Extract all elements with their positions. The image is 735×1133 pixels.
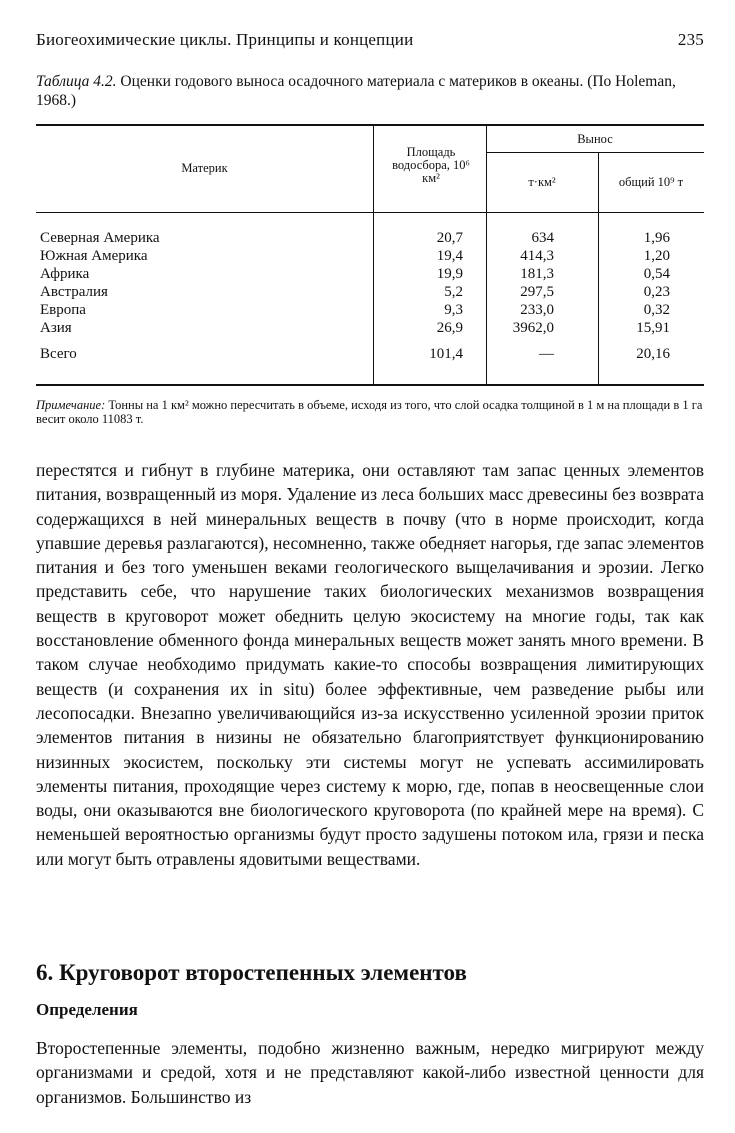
cell-per-km2: 233,0 [520,302,554,318]
table-row [36,230,704,248]
cell-area: 19,9 [436,266,463,282]
cell-total: 0,32 [643,302,670,318]
cell-area: 101,4 [429,346,463,362]
cell-continent: Всего [40,346,77,362]
body-paragraph: перестятся и гибнут в глубине материка, они оставляют там запас ценных элементов питания, возвращенный из моря. Удаление из леса больших масс древесины без возврата содержащихся в ней минеральных веществ в почву (что в норме происходит, когда упавшие деревья разлагаются), несомненно, также обедняет нагорья, где запас элементов питания и без того уменьшен веками геологического выщелачивания и эрозии. Легко представить себе, что нарушение таких биологических механизмов возвращения веществ в круговорот может обеднить целую экосистему на многие годы, так как восстановление обменного фонда минеральных веществ может занять много времени. В таком случае необходимо придумать какие-то способы возвращения лимитирующих веществ (и сохранения их in situ) более эффективные, чем разведение рыбы или лесопосадки. Внезапно увеличивающийся из-за искусственно усиленной эрозии приток элементов питания в низины не обязательно благоприятствует функционированию низинных экосистем, поскольку эти системы могут не успевать ассимилировать элементы питания, проходящие через систему к морю, где, попав в неосвещенные слои воды, они оказываются вне биологического круговорота (по крайней мере на время). С неменьшей вероятностью организмы будут просто задушены потоком ила, грязи и песка или могут быть отравлены ядовитыми веществами. [36,460,704,869]
cell-total: 15,91 [636,320,670,336]
section-subheading: Определения [36,1000,138,1019]
table-note-label: Примечание: [36,398,106,412]
cell-continent: Африка [40,266,90,282]
table-row [36,266,704,284]
section-body [36,1036,704,1109]
table-note-text: Тонны на 1 км² можно пересчитать в объеме, исходя из того, что слой осадка толщиной в 1 м на площади в 1 га весит около 11083 т. [36,398,703,426]
cell-continent: Азия [40,320,72,336]
cell-per-km2: 181,3 [520,266,554,282]
cell-continent: Южная Америка [40,248,148,264]
cell-per-km2: — [539,346,554,362]
cell-per-km2: 3962,0 [512,320,554,336]
cell-total: 20,16 [636,346,670,362]
running-title: Биогеохимические циклы. Принципы и концепции [36,30,414,49]
cell-continent: Европа [40,302,86,318]
header-per-km2: т·км² [528,175,556,189]
body-text [36,458,704,871]
cell-area: 5,2 [444,284,463,300]
export-subheader-rule [486,152,704,153]
table-row [36,320,704,338]
cell-area: 26,9 [436,320,463,336]
cell-total: 0,23 [643,284,670,300]
cell-area: 19,4 [436,248,463,264]
cell-area: 20,7 [436,230,463,246]
cell-total: 1,20 [643,248,670,264]
footnote-rule [36,385,140,386]
table-row [36,248,704,266]
cell-area: 9,3 [444,302,463,318]
table-caption [36,72,704,110]
cell-per-km2: 297,5 [520,284,554,300]
table-caption-label: Таблица 4.2. [36,73,117,90]
table-note [36,398,704,426]
sediment-table [36,124,704,386]
table-header-rule [36,212,704,213]
page-number: 235 [677,30,704,49]
cell-total: 1,96 [643,230,670,246]
cell-per-km2: 634 [531,230,554,246]
header-continent: Материк [181,161,228,175]
header-total: общий 10⁹ т [618,175,684,189]
cell-continent: Северная Америка [40,230,160,246]
section-heading: 6. Круговорот второстепенных элементов [36,960,467,985]
running-head [36,30,704,50]
table-caption-text: Оценки годового выноса осадочного материала с материков в океаны. (По Holeman, 1968.) [36,73,676,109]
cell-total: 0,54 [643,266,670,282]
cell-continent: Австралия [40,284,108,300]
table-top-rule [36,124,704,126]
header-area: Площадь водосбора, 10⁶ км² [392,145,470,185]
table-total-row [36,346,704,364]
cell-per-km2: 414,3 [520,248,554,264]
table-row [36,302,704,320]
header-export: Вынос [577,132,613,146]
table-row [36,284,704,302]
section-paragraph: Второстепенные элементы, подобно жизненно важным, нередко мигрируют между организмами и средой, хотя и не представляют какой-либо известной ценности для организмов. Большинство из [36,1038,704,1107]
